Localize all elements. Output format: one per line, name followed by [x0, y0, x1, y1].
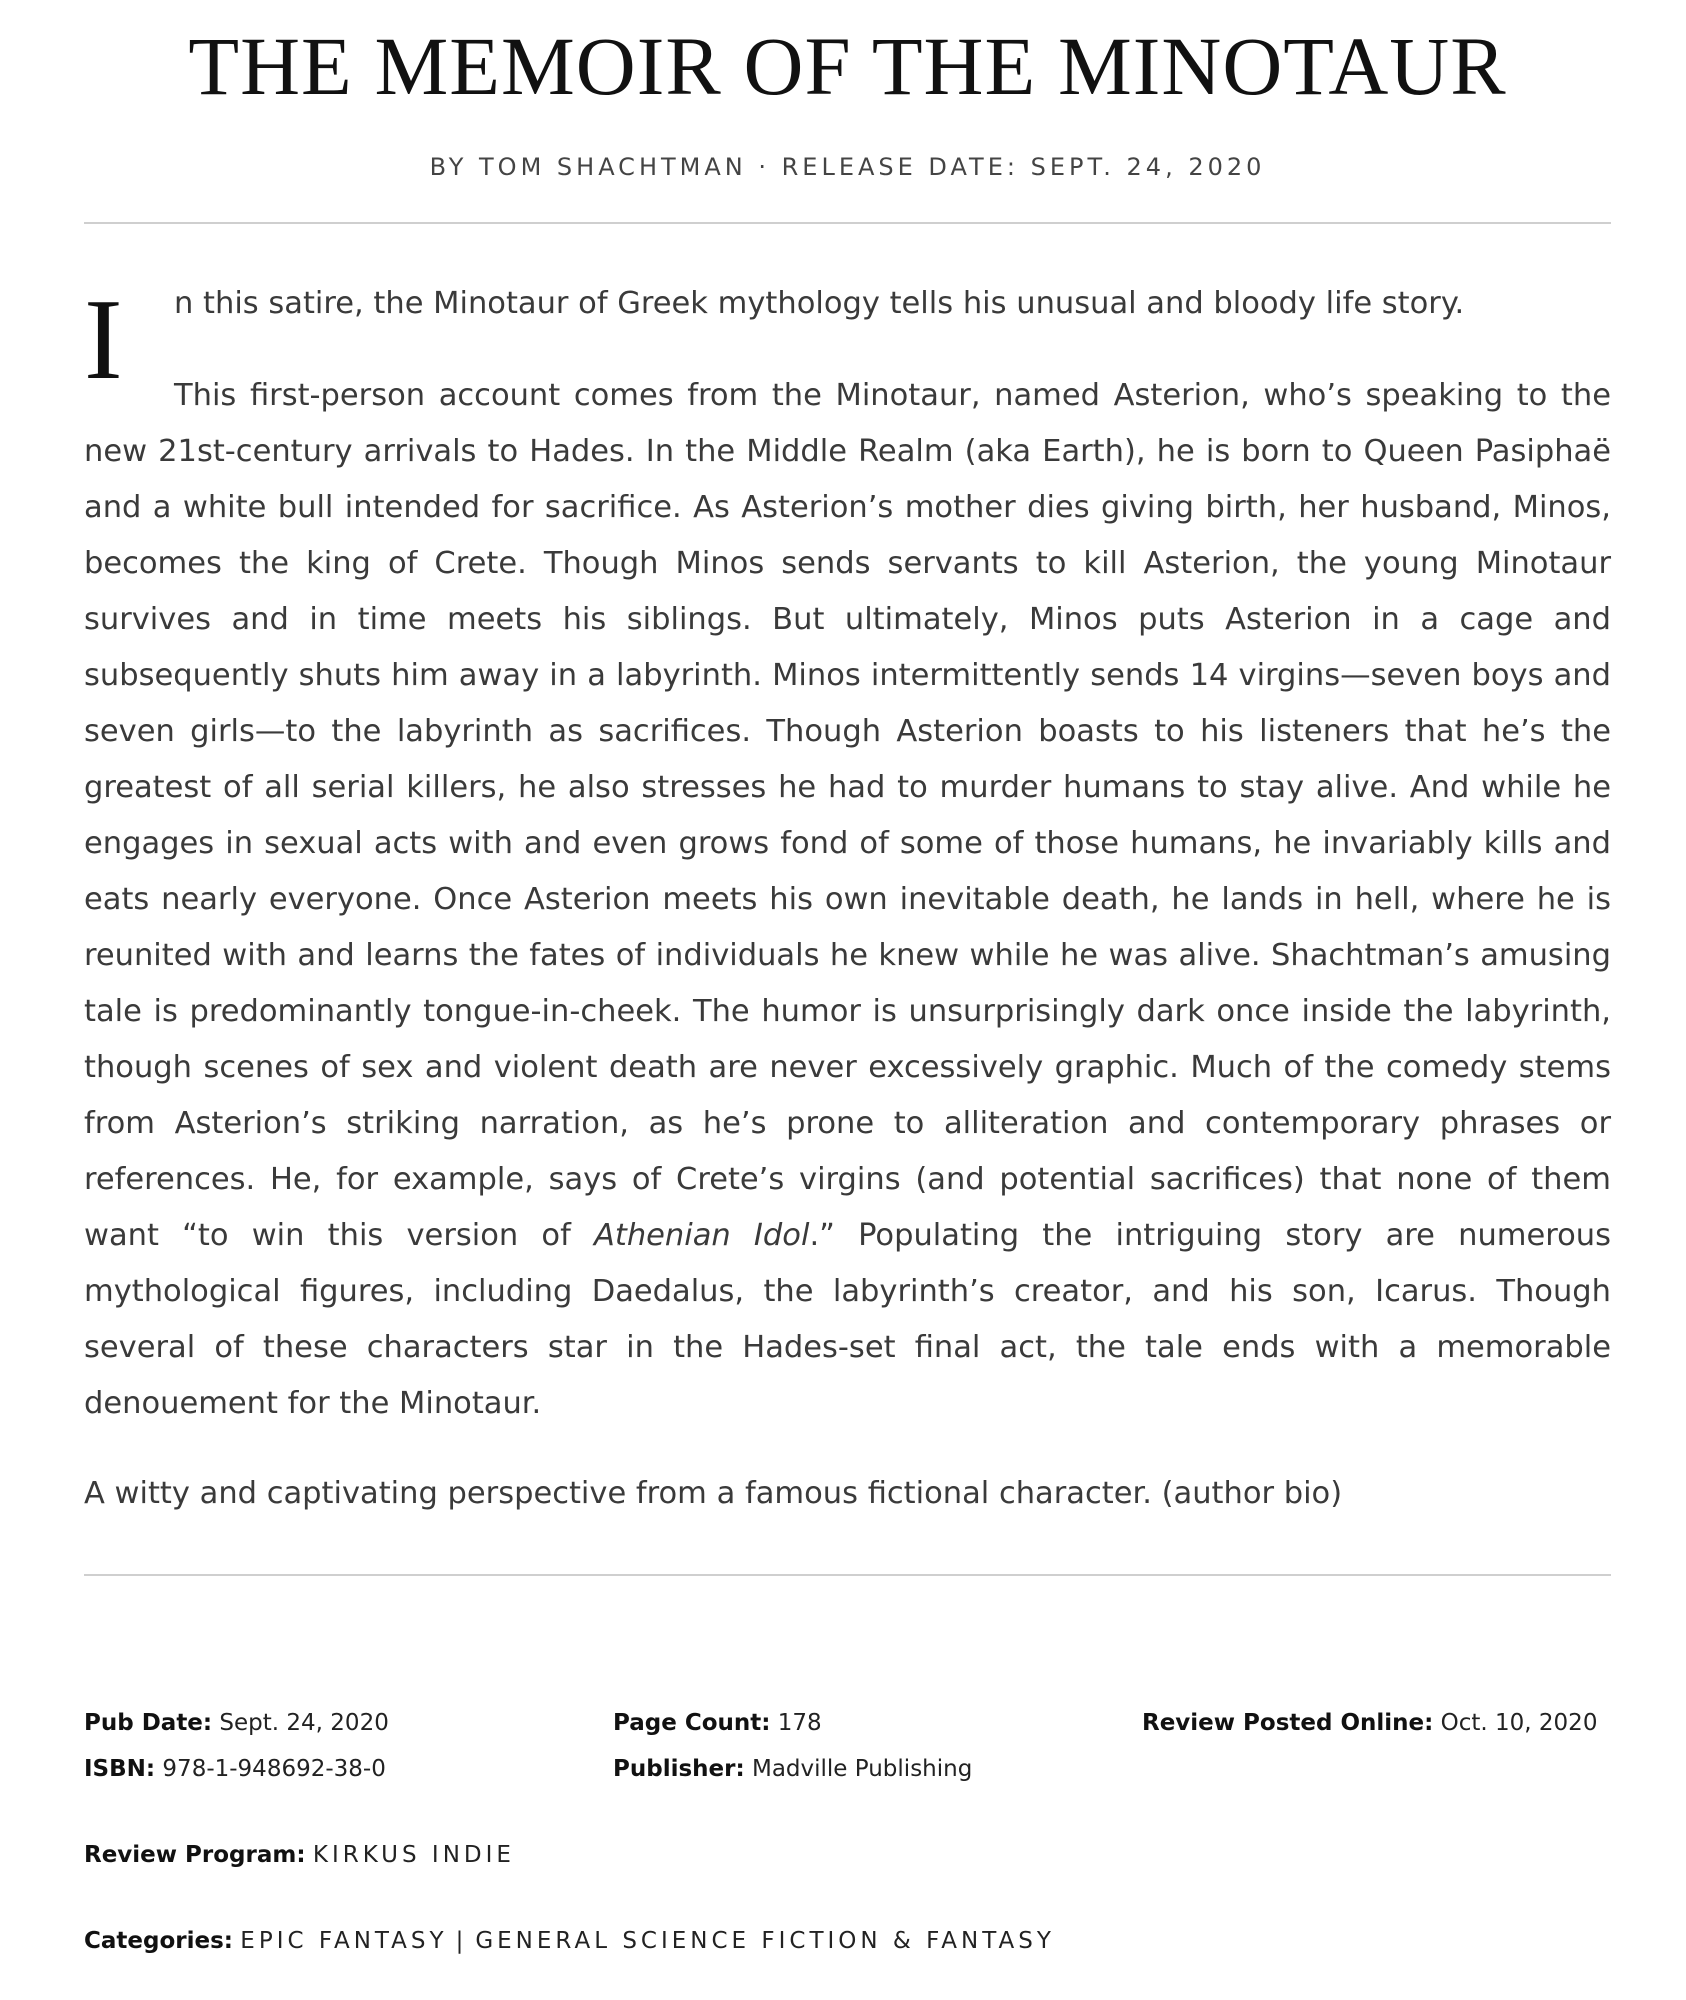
divider-bottom — [84, 1574, 1611, 1576]
review-body — [84, 276, 1611, 1522]
review-posted-row — [1142, 1700, 1611, 1746]
pub-date-row — [84, 1700, 613, 1746]
isbn-label: ISBN: — [84, 1756, 156, 1782]
metadata-grid — [84, 1700, 1611, 1792]
review-posted-label: Review Posted Online: — [1142, 1710, 1434, 1736]
main-text-part-2: .” Populating the intriguing story are numerous mythological figures, including Daedalus, the labyrinth’s creator, and his son, Icarus. Though several of these characters star in the Hades-set final act, the tale ends with a memorable denouement for the Minotaur. — [84, 1218, 1612, 1421]
pub-date-label: Pub Date: — [84, 1710, 213, 1736]
page-count-row — [613, 1700, 1142, 1746]
byline: BY TOM SHACHTMAN · RELEASE DATE: SEPT. 24, 2020 — [429, 153, 1266, 181]
categories-row — [84, 1918, 1611, 1964]
page-count-label: Page Count: — [613, 1710, 771, 1736]
review-page — [84, 0, 1611, 1964]
metadata-column-2 — [613, 1700, 1142, 1792]
drop-cap: I — [84, 276, 123, 404]
publisher-row — [613, 1746, 1142, 1792]
book-title: THE MEMOIR OF THE MINOTAUR — [188, 20, 1507, 112]
author-bio-link[interactable]: (author bio) — [1161, 1476, 1343, 1511]
publisher-label: Publisher: — [613, 1756, 745, 1782]
publisher-value[interactable]: Madville Publishing — [751, 1756, 973, 1782]
verdict-text: A witty and captivating perspective from a famous fictional character. — [84, 1476, 1152, 1511]
metadata-column-3 — [1142, 1700, 1611, 1792]
pub-date-value: Sept. 24, 2020 — [219, 1710, 389, 1736]
metadata-column-1 — [84, 1700, 613, 1792]
review-posted-value: Oct. 10, 2020 — [1440, 1710, 1598, 1736]
isbn-row — [84, 1746, 613, 1792]
page-count-value: 178 — [777, 1710, 822, 1736]
category-separator: | — [455, 1928, 468, 1954]
review-program-row — [84, 1832, 1611, 1878]
category-link-general-sf-fantasy[interactable]: GENERAL SCIENCE FICTION & FANTASY — [475, 1928, 1055, 1954]
book-metadata — [84, 1700, 1611, 1964]
main-text-part-1: This first-person account comes from the Minotaur, named Asterion, who’s speaking to the new 21st-century arrivals to Hades. In the Middle Realm (aka Earth), he is born to Queen Pasiphaë and a white bull intended for sacrifice. As Asterion’s mother dies giving birth, her husband, Minos, becomes the king of Crete. Though Minos sends servants to kill Asterion, the young Minotaur survives and in time meets his siblings. But ultimately, Minos puts Asterion in a cage and subsequently shuts him away in a labyrinth. Minos intermittently sends 14 virgins—seven boys and seven girls—to the labyrinth as sacrifices. Though Asterion boasts to his listeners that he’s the greatest of all serial killers, he also stresses he had to murder humans to stay alive. And while he engages in sexual acts with and even grows fond of some of those humans, he invariably kills and eats nearly everyone. Once Asterion meets his own inevitable death, he lands in hell, where he is reunited with and learns the fates of individuals he knew while he was alive. Shachtman’s amusing tale is predominantly tongue-in-cheek. The humor is unsurprisingly dark once inside the labyrinth, though scenes of sex and violent death are never excessively graphic. Much of the comedy stems from Asterion’s striking narration, as he’s prone to alliteration and contemporary phrases or references. He, for example, says of Crete’s virgins (and potential sacrifices) that none of them want “to win this version of — [84, 378, 1611, 1253]
main-text-italic-title: Athenian Idol — [594, 1218, 810, 1253]
categories-label: Categories: — [84, 1928, 233, 1954]
isbn-value: 978-1-948692-38-0 — [162, 1756, 386, 1782]
review-program-label: Review Program: — [84, 1842, 306, 1868]
verdict-paragraph — [84, 1466, 1611, 1522]
divider-top — [84, 222, 1611, 224]
category-link-epic-fantasy[interactable]: EPIC FANTASY — [240, 1928, 448, 1954]
main-paragraph — [84, 368, 1611, 1432]
intro-paragraph — [84, 276, 1611, 404]
intro-text: n this satire, the Minotaur of Greek mythology tells his unusual and bloody life story. — [174, 286, 1465, 321]
review-program-value[interactable]: KIRKUS INDIE — [312, 1842, 515, 1868]
